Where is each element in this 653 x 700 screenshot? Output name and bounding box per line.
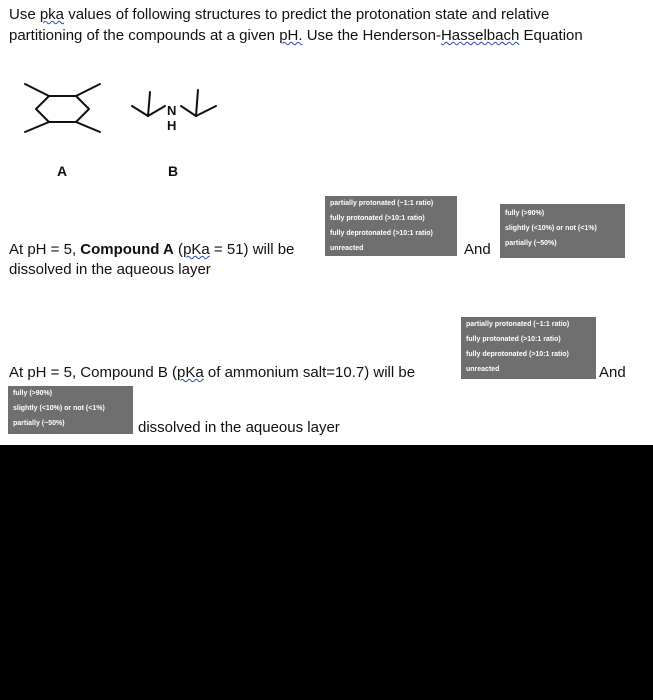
text: of ammonium salt=10.7) will be xyxy=(203,364,416,381)
dropdown-option[interactable]: unreacted xyxy=(330,245,364,252)
amine-atom-h: H xyxy=(167,118,177,133)
dropdown-option[interactable]: partially protonated (~1:1 ratio) xyxy=(330,200,434,207)
question-b-tail: dissolved in the aqueous layer xyxy=(138,419,340,436)
dropdown-option[interactable]: partially (~50%) xyxy=(13,420,65,427)
text: At pH = 5, xyxy=(9,241,81,258)
protonation-dropdown-a[interactable] xyxy=(325,196,457,256)
dropdown-option[interactable]: partially protonated (~1:1 ratio) xyxy=(466,321,570,328)
structure-b-label: B xyxy=(168,163,179,179)
question-a-line-2: dissolved in the aqueous layer xyxy=(9,261,211,278)
dropdown-option[interactable]: fully protonated (>10:1 ratio) xyxy=(466,336,561,343)
partition-dropdown-b[interactable] xyxy=(8,386,133,434)
text: At pH = 5, Compound B ( xyxy=(9,364,178,381)
dropdown-option[interactable]: fully (>90%) xyxy=(13,390,53,397)
question-a-line-1 xyxy=(9,241,294,259)
structure-b-drawing xyxy=(128,80,228,140)
structure-a-label: A xyxy=(57,163,68,179)
pka-word: pka xyxy=(39,6,65,23)
text: Equation xyxy=(519,27,583,44)
text: Use the Henderson- xyxy=(302,27,441,44)
dropdown-option[interactable]: unreacted xyxy=(466,366,500,373)
dropdown-option[interactable]: fully protonated (>10:1 ratio) xyxy=(330,215,425,222)
instructions-line-1 xyxy=(9,6,549,24)
text: values of following structures to predict the protonation state and relative xyxy=(64,6,550,23)
dropdown-option[interactable]: fully deprotonated (>10:1 ratio) xyxy=(466,351,569,358)
dropdown-option[interactable]: slightly (<10%) or not (<1%) xyxy=(505,225,597,232)
text: = 51) will be xyxy=(209,241,295,258)
dropdown-option[interactable]: fully (>90%) xyxy=(505,210,545,217)
structure-a-drawing xyxy=(20,82,110,134)
ph-word: pH. xyxy=(279,27,303,44)
protonation-dropdown-b[interactable] xyxy=(461,317,596,379)
text: partitioning of the compounds at a given xyxy=(9,27,280,44)
instructions-line-2 xyxy=(9,27,583,45)
amine-atom-n: N xyxy=(167,103,177,118)
text: Use xyxy=(9,6,40,23)
compound-a-name: Compound A xyxy=(80,241,174,258)
and-text-b: And xyxy=(599,364,626,381)
question-b-line-1 xyxy=(9,364,415,382)
dropdown-option[interactable]: partially (~50%) xyxy=(505,240,557,247)
pka-word: pKa xyxy=(183,241,210,258)
text: ( xyxy=(173,241,184,258)
pka-word: pKa xyxy=(177,364,204,381)
ring xyxy=(36,96,89,122)
dropdown-option[interactable]: fully deprotonated (>10:1 ratio) xyxy=(330,230,433,237)
dropdown-option[interactable]: slightly (<10%) or not (<1%) xyxy=(13,405,105,412)
partition-dropdown-a[interactable] xyxy=(500,204,625,258)
hasselbach-word: Hasselbach xyxy=(440,27,520,44)
and-text-a: And xyxy=(464,241,491,258)
